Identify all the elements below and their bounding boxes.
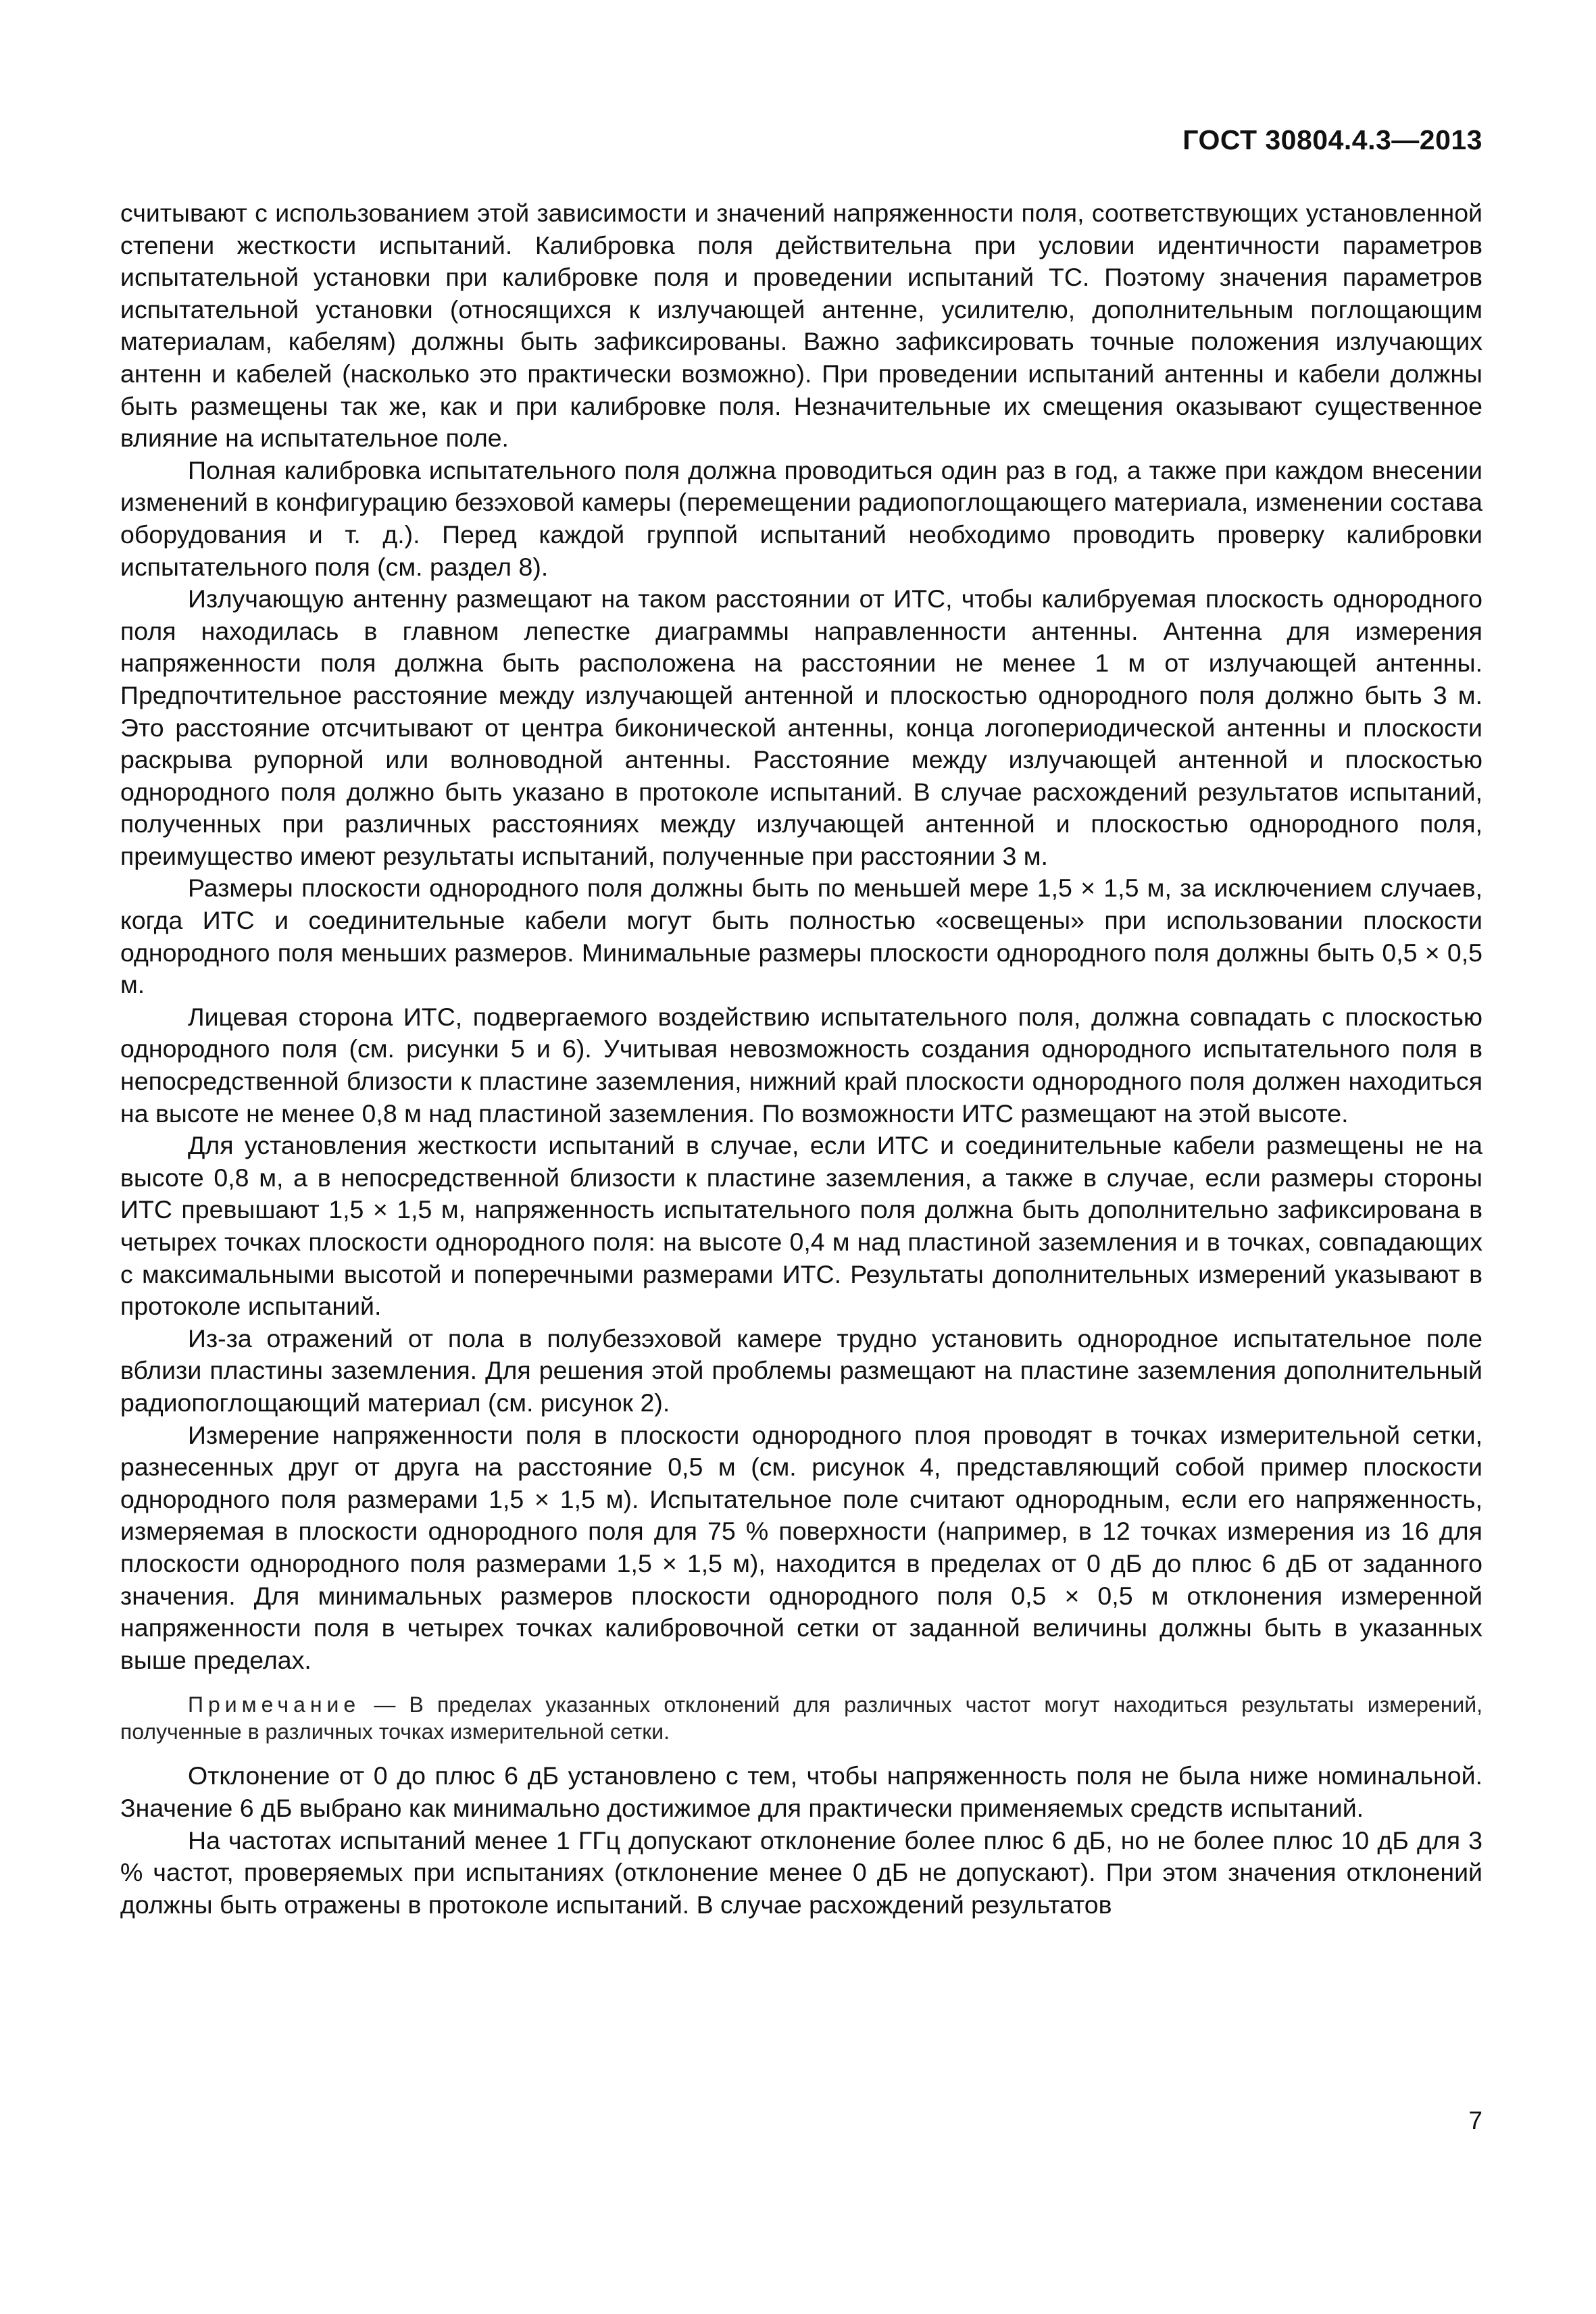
paragraph: Излучающую антенну размещают на таком расстоянии от ИТС, чтобы калибруемая плоскость однородного поля находилась в главном лепестке диаграммы направленности антенны. Антенна для измерения напряженности поля должна быть расположена на расстоянии не менее 1 м от излучающей антенны. Предпочтительное расстояние между излучающей антенной и плоскостью однородного поля должно быть 3 м. Это расстояние отсчитывают от центра биконической антенны, конца логопериодической антенны и плоскости раскрыва рупорной или волноводной антенны. Расстояние между излучающей антенной и плоскостью однородного поля должно быть указано в протоколе испытаний. В случае расхождений результатов испытаний, полученных при различных расстояниях между излучающей антенной и плоскостью однородного поля, преимущество имеют результаты испытаний, полученные при расстоянии 3 м. <box>120 584 1482 870</box>
paragraph: считывают с использованием этой зависимости и значений напряженности поля, соответствующих установленной степени жесткости испытаний. Калибровка поля действительна при условии идентичности параметров испытательной установки при калибровке поля и проведении испытаний ТС. Поэтому значения параметров испытательной установки (относящихся к излучающей антенне, усилителю, дополнительным поглощающим материалам, кабелям) должны быть зафиксированы. Важно зафиксировать точные положения излучающих антенн и кабелей (насколько это практически возможно). При проведении испытаний антенны и кабели должны быть размещены так же, как и при калибровке поля. Незначительные их смещения оказывают существенное влияние на испытательное поле. <box>120 199 1482 453</box>
paragraph: Размеры плоскости однородного поля должны быть по меньшей мере 1,5 × 1,5 м, за исключением случаев, когда ИТС и соединительные кабели могут быть полностью «освещены» при использовании плоскости однородного поля меньших размеров. Минимальные размеры плоскости однородного поля должны быть 0,5 × 0,5 м. <box>120 874 1482 999</box>
note-text: — В пределах указанных отклонений для различных частот могут находиться результаты измерений, полученные в различных точках измерительной сетки. <box>120 1692 1483 1744</box>
paragraph: На частотах испытаний менее 1 ГГц допускают отклонение более плюс 6 дБ, но не более плюс 10 дБ для 3 % частот, проверяемых при испытаниях (отклонение менее 0 дБ не допускают). При этом значения отклонений должны быть отражены в протоколе испытаний. В случае расхождений результатов <box>120 1826 1482 1919</box>
note <box>120 1691 1482 1745</box>
standard-header: ГОСТ 30804.4.3—2013 <box>1182 124 1482 155</box>
page-number: 7 <box>1468 2107 1482 2134</box>
paragraph: Измерение напряженности поля в плоскости однородного плоя проводят в точках измерительной сетки, разнесенных друг от друга на расстояние 0,5 м (см. рисунок 4, представляющий собой пример плоскости однородного поля размерами 1,5 × 1,5 м). Испытательное поле считают однородным, если его напряженность, измеряемая в плоскости однородного поля для 75 % поверхности (например, в 12 точках измерения из 16 для плоскости однородного поля размерами 1,5 × 1,5 м), находится в пределах от 0 дБ до плюс 6 дБ от заданного значения. Для минимальных размеров плоскости однородного поля 0,5 × 0,5 м отклонения измеренной напряженности поля в четырех точках калибровочной сетки от заданной величины должны быть в указанных выше пределах. <box>120 1420 1482 1674</box>
paragraph: Для установления жесткости испытаний в случае, если ИТС и соединительные кабели размещены не на высоте 0,8 м, а в непосредственной близости к пластине заземления, а также в случае, если размеры стороны ИТС превышают 1,5 × 1,5 м, напряженность испытательного поля должна быть дополнительно зафиксирована в четырех точках плоскости однородного поля: на высоте 0,4 м над пластиной заземления и в точках, совпадающих с максимальными высотой и поперечными размерами ИТС. Результаты дополнительных измерений указывают в протоколе испытаний. <box>120 1131 1482 1321</box>
paragraph: Лицевая сторона ИТС, подвергаемого воздействию испытательного поля, должна совпадать с плоскостью однородного поля (см. рисунки 5 и 6). Учитывая невозможность создания однородного испытательного поля в непосредственной близости к пластине заземления, нижний край плоскости однородного поля должен находиться на высоте не менее 0,8 м над пластиной заземления. По возможности ИТС размещают на этой высоте. <box>120 1002 1482 1128</box>
paragraph: Из-за отражений от пола в полубезэховой камере трудно установить однородное испытательное поле вблизи пластины заземления. Для решения этой проблемы размещают на пластине заземления дополнительный радиопоглощающий материал (см. рисунок 2). <box>120 1324 1482 1417</box>
paragraph: Полная калибровка испытательного поля должна проводиться один раз в год, а также при каждом внесении изменений в конфигурацию безэховой камеры (перемещении радиопоглощающего материала, изменении состава оборудования и т. д.). Перед каждой группой испытаний необходимо проводить проверку калибровки испытательного поля (см. раздел 8). <box>120 455 1482 581</box>
document-body <box>120 197 1482 1921</box>
paragraph: Отклонение от 0 до плюс 6 дБ установлено с тем, чтобы напряженность поля не была ниже номинальной. Значение 6 дБ выбрано как минимально достижимое для практически применяемых средств испытаний. <box>120 1761 1482 1822</box>
note-label: Примечание <box>188 1692 361 1717</box>
